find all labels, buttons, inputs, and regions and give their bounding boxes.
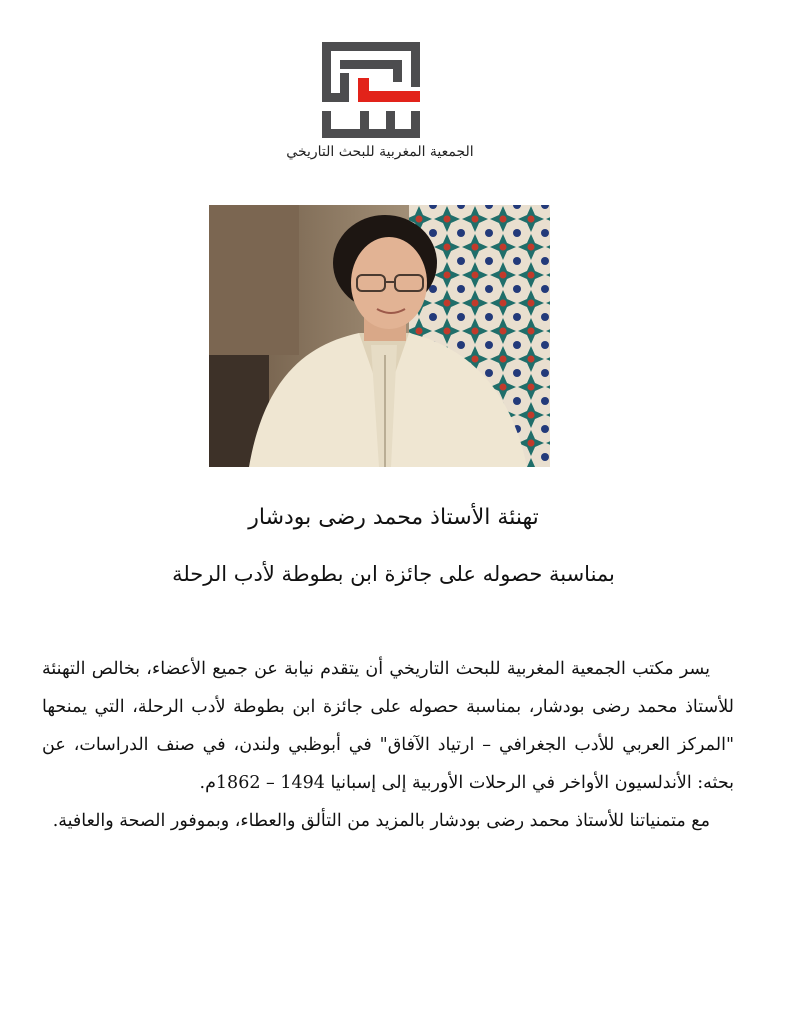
logo-mark-icon bbox=[322, 42, 420, 138]
portrait-illustration bbox=[209, 205, 550, 467]
body-paragraph-1: يسر مكتب الجمعية المغربية للبحث التاريخي أن يتقدم نيابة عن جميع الأعضاء، بخالص التهنئة للأستاذ محمد رضى بودشار، بمناسبة حصوله على جائزة ابن بطوطة لأدب الرحلة، التي يمنحها "المركز العربي للأدب الجغرافي – ارتياد الآفاق" في أبوظبي ولندن، في صنف الدراسات، عن بحثه: الأندلسيون الأواخر في الرحلات الأوربية إلى إسبانيا 1494 – 1862م. bbox=[42, 659, 734, 793]
title-line-2: بمناسبة حصوله على جائزة ابن بطوطة لأدب الرحلة bbox=[172, 562, 615, 586]
title-line-1: تهنئة الأستاذ محمد رضى بودشار bbox=[248, 505, 539, 530]
body-text bbox=[42, 650, 734, 840]
body-paragraph-2: مع متمنياتنا للأستاذ محمد رضى بودشار بالمزيد من التألق والعطاء، وبموفور الصحة والعافية. bbox=[52, 811, 710, 831]
portrait-photo bbox=[209, 205, 550, 467]
org-name: الجمعية المغربية للبحث التاريخي bbox=[286, 144, 474, 160]
association-logo bbox=[322, 42, 420, 138]
